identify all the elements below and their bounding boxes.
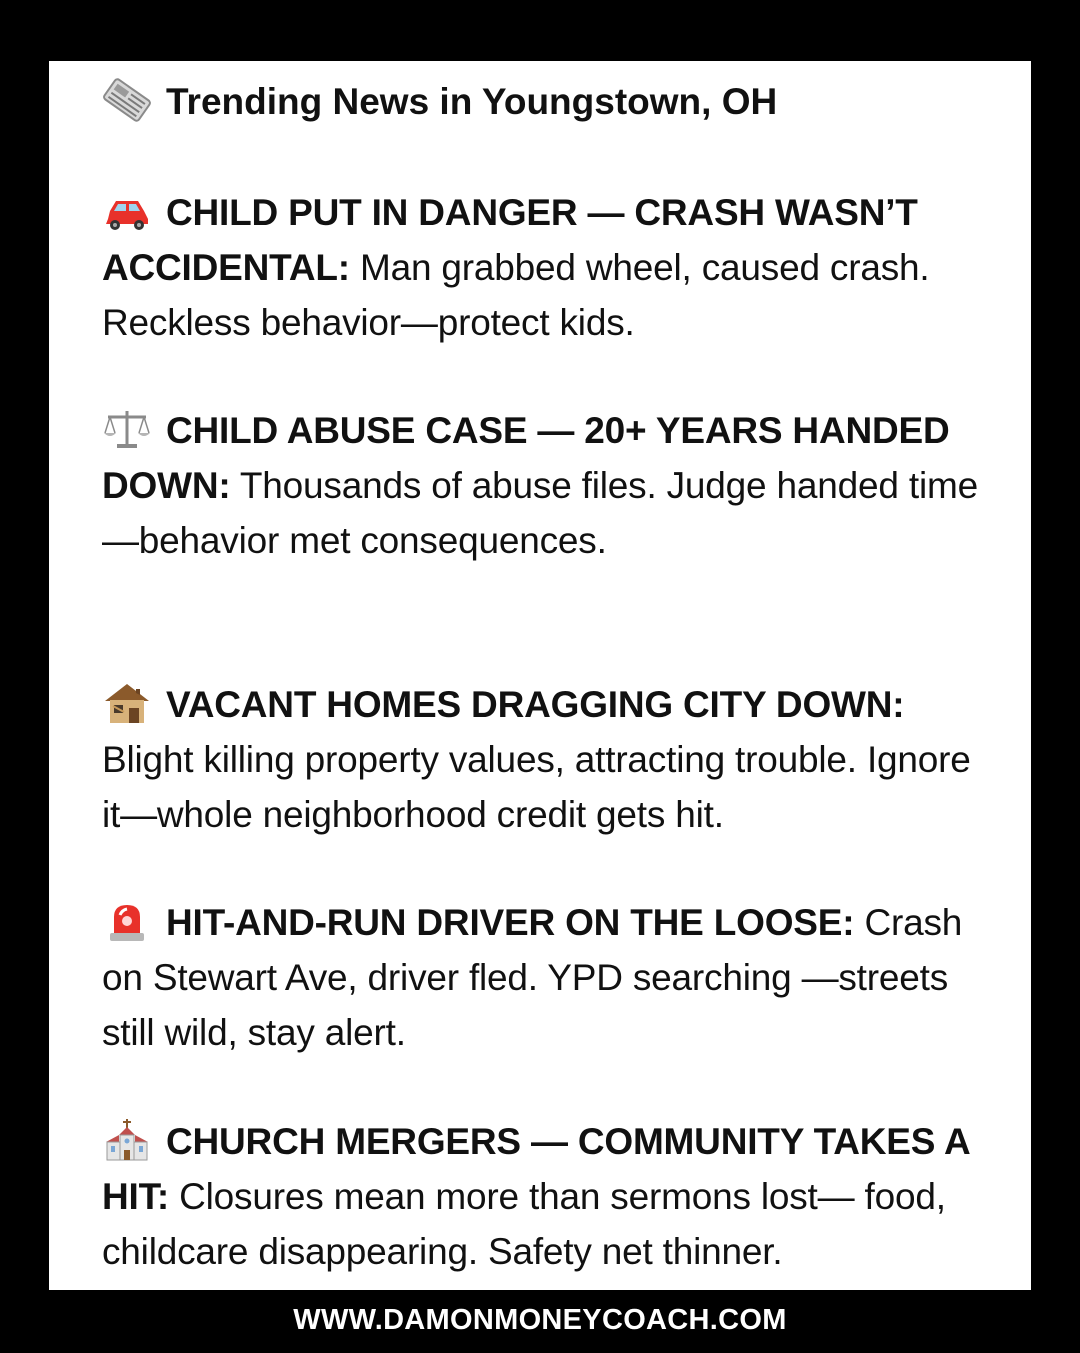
church-icon xyxy=(102,1118,152,1162)
news-headline: CHURCH MERGERS — COMMUNITY TAKES A HIT: xyxy=(102,1121,970,1217)
news-body: Thousands of abuse files. Judge handed time—behavior met consequences. xyxy=(102,465,978,561)
news-headline: HIT-AND-RUN DRIVER ON THE LOOSE: xyxy=(166,902,855,943)
scales-icon xyxy=(102,407,152,451)
news-item xyxy=(102,1114,987,1279)
news-headline: CHILD PUT IN DANGER — CRASH WASN’T ACCIDENTAL: xyxy=(102,192,918,288)
news-headline: CHILD ABUSE CASE — 20+ YEARS HANDED DOWN: xyxy=(102,410,950,506)
website-url[interactable]: WWW.DAMONMONEYCOACH.COM xyxy=(293,1304,787,1336)
news-body: Closures mean more than sermons lost— food, childcare disappearing. Safety net thinner. xyxy=(102,1176,946,1272)
news-item xyxy=(102,403,987,568)
page-title-text: Trending News in Youngstown, OH xyxy=(166,81,778,122)
derelict-house-icon xyxy=(102,681,152,725)
news-body: Blight killing property values, attracting trouble. Ignore it—whole neighborhood credit gets hit. xyxy=(102,739,971,835)
page-title xyxy=(102,78,777,126)
news-body: Man grabbed wheel, caused crash. Reckless behavior—protect kids. xyxy=(102,247,930,343)
news-item xyxy=(102,895,987,1060)
car-icon xyxy=(102,189,152,233)
newspaper-icon xyxy=(102,78,152,122)
news-item xyxy=(102,677,987,842)
news-card xyxy=(49,61,1031,1290)
news-headline: VACANT HOMES DRAGGING CITY DOWN: xyxy=(166,684,905,725)
news-item xyxy=(102,185,987,350)
news-body: Crash on Stewart Ave, driver fled. YPD searching —streets still wild, stay alert. xyxy=(102,902,963,1053)
siren-icon xyxy=(102,899,152,943)
